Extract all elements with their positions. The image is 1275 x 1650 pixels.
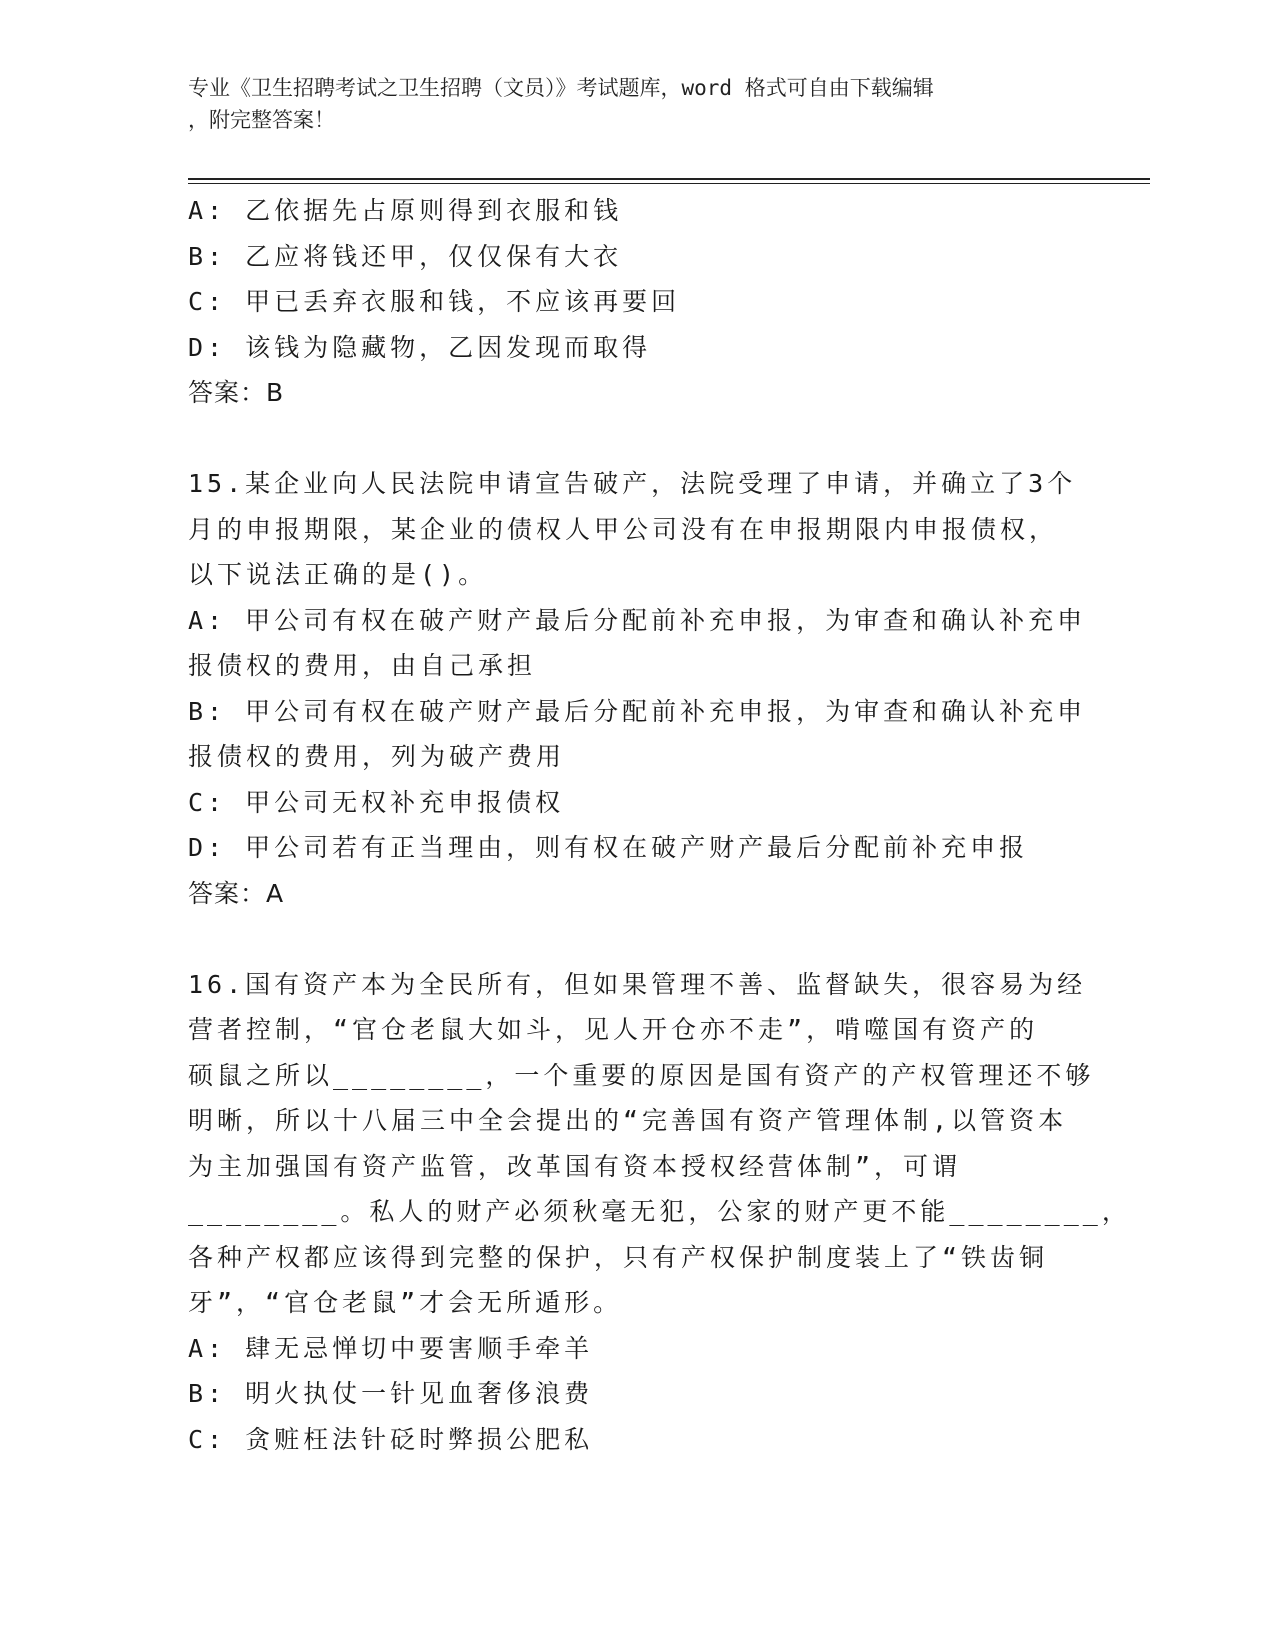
question-stem-line: 16.国有资产本为全民所有，但如果管理不善、监督缺失，很容易为经 xyxy=(188,969,1087,999)
question-stem-line: 各种产权都应该得到完整的保护，只有产权保护制度装上了“铁齿铜 xyxy=(188,1242,1049,1272)
document-content xyxy=(188,188,1131,1462)
question-16 xyxy=(188,962,1131,1463)
option-c: C: 贪赃枉法针砭时弊损公肥私 xyxy=(188,1424,594,1454)
question-15 xyxy=(188,461,1087,916)
question-stem-line: 硕鼠之所以________，一个重要的原因是国有资产的产权管理还不够 xyxy=(188,1060,1095,1090)
option-d: D: 甲公司若有正当理由，则有权在破产财产最后分配前补充申报 xyxy=(188,833,1029,862)
header-divider-thin xyxy=(188,183,1150,184)
header-line-1: 专业《卫生招聘考试之卫生招聘（文员）》考试题库，word 格式可自由下载编辑 xyxy=(188,76,934,100)
option-c: C: 甲公司无权补充申报债权 xyxy=(188,787,565,817)
option-b: B: 乙应将钱还甲，仅仅保有大衣 xyxy=(188,241,623,271)
question-stem-line: 月的申报期限，某企业的债权人甲公司没有在申报期限内申报债权， xyxy=(188,514,1059,544)
question-stem-line: 以下说法正确的是()。 xyxy=(188,560,488,589)
option-c: C: 甲已丢弃衣服和钱，不应该再要回 xyxy=(188,287,681,316)
spacer xyxy=(188,416,1068,462)
page-header xyxy=(188,72,1068,136)
option-b-cont: 报债权的费用，列为破产费用 xyxy=(188,742,566,771)
question-stem-line: 营者控制，“官仓老鼠大如斗，见人开仓亦不走”，啃噬国有资产的 xyxy=(188,1015,1039,1044)
option-b: B: 明火执仗一针见血奢侈浪费 xyxy=(188,1379,594,1408)
option-d: D: 该钱为隐藏物，乙因发现而取得 xyxy=(188,332,652,362)
question-stem-line: ________。私人的财产必须秋毫无犯，公家的财产更不能________， xyxy=(188,1197,1131,1226)
question-stem-line: 明晰，所以十八届三中全会提出的“完善国有资产管理体制,以管资本 xyxy=(188,1106,1068,1135)
header-line-2: ，附完整答案！ xyxy=(188,108,335,132)
answer-line: 答案：A xyxy=(188,878,285,908)
spacer xyxy=(188,916,1068,962)
option-b: B: 甲公司有权在破产财产最后分配前补充申报，为审查和确认补充申 xyxy=(188,696,1087,726)
question-14 xyxy=(188,188,1068,416)
option-a: A: 乙依据先占原则得到衣服和钱 xyxy=(188,196,623,225)
question-stem-line: 牙”，“官仓老鼠”才会无所遁形。 xyxy=(188,1288,623,1317)
option-a-cont: 报债权的费用，由自己承担 xyxy=(188,651,537,680)
option-a: A: 甲公司有权在破产财产最后分配前补充申报，为审查和确认补充申 xyxy=(188,605,1087,635)
answer-line: 答案：B xyxy=(188,378,285,407)
header-divider-thick xyxy=(188,178,1150,180)
question-stem-line: 15.某企业向人民法院申请宣告破产，法院受理了申请，并确立了3个 xyxy=(188,469,1077,498)
option-a: A: 肆无忌惮切中要害顺手牵羊 xyxy=(188,1333,594,1363)
question-stem-line: 为主加强国有资产监管，改革国有资本授权经营体制”，可谓 xyxy=(188,1151,962,1181)
